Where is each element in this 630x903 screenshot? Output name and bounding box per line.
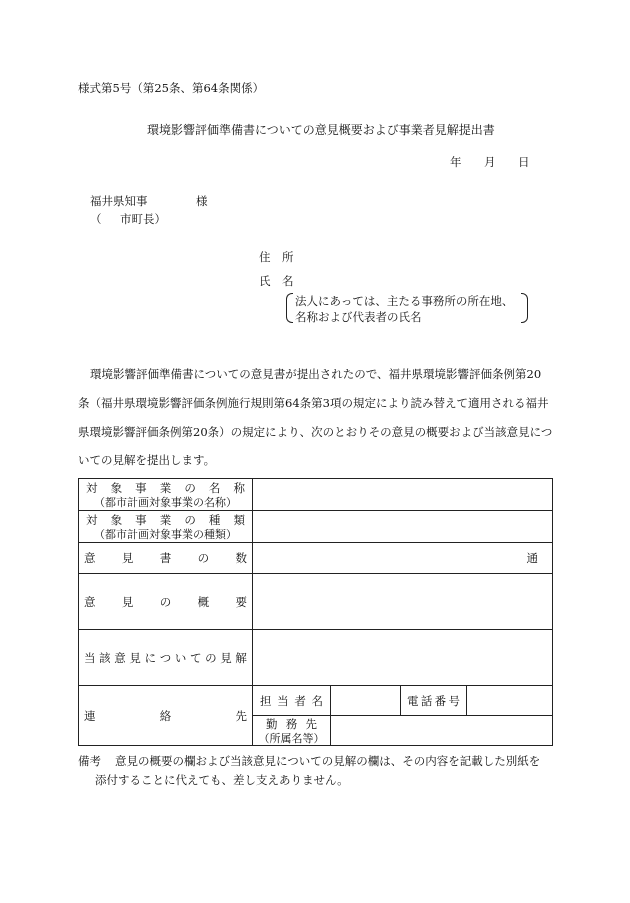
label-person-in-charge [253, 686, 331, 716]
c: の [197, 551, 210, 565]
row-opinion-count [79, 543, 553, 574]
c: 連 [84, 708, 96, 723]
row-contact-person [79, 686, 553, 716]
c: の [205, 650, 217, 665]
addressee-governor: 福井県知事 [90, 194, 148, 208]
c: 意 [84, 551, 96, 565]
field-phone[interactable] [467, 686, 553, 716]
c: 電 [407, 693, 419, 708]
address-label-1: 住 [259, 250, 271, 264]
row-response [79, 630, 553, 686]
label-response [79, 630, 253, 686]
c: 類 [233, 513, 245, 527]
c: 絡 [159, 708, 172, 723]
project-type-subtitle: （都市計画対象事業の種類） [94, 528, 237, 541]
c: 見 [220, 650, 232, 665]
addressee-honorific: 様 [196, 194, 208, 208]
project-name-subtitle: （都市計画対象事業の名称） [94, 496, 237, 509]
c: い [174, 650, 187, 665]
c: 事 [135, 513, 147, 527]
c: 名 [311, 693, 323, 708]
c: つ [159, 650, 172, 665]
addressee-mayor: 市町長） [120, 212, 166, 226]
application-table [78, 478, 553, 746]
row-project-name [79, 479, 553, 511]
row-project-type [79, 511, 553, 543]
remark-line-2: 添付することに代えても、差し支えありません。 [95, 773, 349, 787]
field-person-in-charge[interactable] [331, 686, 401, 716]
note-line-1: 法人にあっては、主たる事務所の所在地、 [295, 294, 514, 308]
name-label-1: 氏 [259, 274, 271, 288]
c: 象 [110, 513, 123, 527]
note-line-2: 名称および代表者の氏名 [295, 310, 422, 324]
c: 話 [420, 693, 433, 708]
c: 当 [277, 693, 289, 708]
c: 業 [159, 481, 172, 495]
c: 数 [235, 551, 247, 565]
date-month: 月 [484, 155, 496, 169]
date-day: 日 [518, 155, 530, 169]
remark-line-1: 意見の概要の欄および当該意見についての見解の欄は、その内容を記載した別紙を [115, 754, 541, 768]
c: て [189, 650, 202, 665]
c: 業 [159, 513, 172, 527]
field-project-name[interactable] [253, 479, 553, 511]
c: 見 [121, 551, 134, 565]
c: 務 [285, 717, 298, 731]
label-opinion-summary [79, 574, 253, 630]
body-line-2: 条（福井県環境影響評価条例施行規則第64条第3項の規定により読み替えて適用される福井 [78, 396, 549, 410]
c: 先 [235, 708, 247, 723]
label-contact [79, 686, 253, 746]
count-unit: 通 [526, 551, 538, 565]
c: 名 [208, 481, 221, 495]
label-opinion-count [79, 543, 253, 574]
c: 象 [110, 481, 123, 495]
document-title: 環境影響評価準備書についての意見概要および事業者見解提出書 [147, 123, 495, 137]
c: 事 [135, 481, 147, 495]
c: 番 [434, 693, 447, 708]
c: 号 [448, 693, 460, 708]
name-label-2: 名 [282, 274, 294, 288]
address-label-2: 所 [282, 250, 294, 264]
body-line-3: 県環境影響評価条例第20条）の規定により、次のとおりその意見の概要および当該意見につ [78, 425, 553, 439]
c: 書 [159, 551, 172, 565]
c: の [159, 594, 172, 609]
date-year: 年 [450, 155, 462, 169]
field-workplace[interactable] [331, 716, 553, 746]
label-phone [401, 686, 467, 716]
field-response[interactable] [253, 630, 553, 686]
label-project-type [79, 511, 253, 543]
c: 見 [121, 594, 134, 609]
c: 意 [84, 594, 96, 609]
workplace-subtitle: （所属名等） [258, 732, 325, 745]
c: 要 [235, 594, 247, 609]
field-opinion-count[interactable] [253, 543, 553, 574]
c: 対 [86, 513, 98, 527]
c: 者 [294, 693, 306, 708]
form-number: 様式第5号（第25条、第64条関係） [78, 81, 265, 95]
c: 勤 [266, 717, 278, 731]
addressee-paren-open: （ [90, 212, 102, 226]
c: 対 [86, 481, 98, 495]
c: 該 [99, 650, 111, 665]
body-line-1: 環境影響評価準備書についての意見書が提出されたので、福井県環境影響評価条例第20 [90, 367, 542, 381]
c: 見 [129, 650, 141, 665]
c: 種 [208, 513, 221, 527]
c: の [184, 513, 196, 527]
c: の [184, 481, 196, 495]
c: 先 [305, 717, 317, 731]
c: 解 [235, 650, 247, 665]
c: に [144, 650, 157, 665]
c: 概 [197, 594, 210, 609]
field-opinion-summary[interactable] [253, 574, 553, 630]
c: 意 [114, 650, 126, 665]
label-project-name [79, 479, 253, 511]
remark-label: 備考 [78, 754, 101, 768]
note-brace-right [521, 293, 528, 323]
row-opinion-summary [79, 574, 553, 630]
field-project-type[interactable] [253, 511, 553, 543]
c: 称 [233, 481, 245, 495]
body-line-4: いての見解を提出します。 [78, 453, 216, 467]
label-workplace [253, 716, 331, 746]
c: 担 [260, 693, 272, 708]
note-brace-left [286, 293, 293, 323]
c: 当 [84, 650, 96, 665]
